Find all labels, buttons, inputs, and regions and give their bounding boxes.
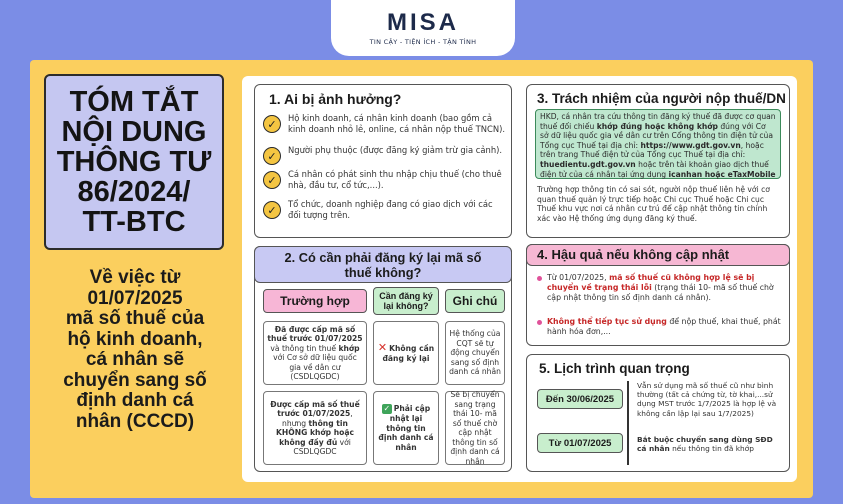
bullet-dot-icon — [537, 320, 542, 325]
affected-item — [263, 199, 507, 221]
section-affected — [254, 84, 512, 238]
timeline-text-2-a: Bắt buộc chuyển sang dùng SĐD cá nhân — [637, 435, 773, 454]
affected-item — [263, 169, 507, 191]
affected-item-text: Người phụ thuộc (được đăng ký giảm trừ gia cảnh). — [288, 145, 503, 155]
row2-case-a: Được cấp mã số thuế trước 01/07/2025 — [270, 399, 360, 418]
app-names: icanhan hoặc eTaxMobile — [668, 169, 776, 179]
logo-tagline: TIN CẬY - TIỆN ÍCH - TẬN TÌNH — [369, 37, 477, 46]
row2-case-b: , nhưng — [282, 409, 353, 428]
checkbox-check-icon: ✓ — [383, 404, 391, 413]
subtitle: Về việc từ 01/07/2025 mã số thuế của hộ kinh doanh, cá nhân sẽ chuyển sang số định danh cá nhân (CCCD) — [63, 267, 207, 432]
affected-item — [263, 113, 507, 135]
affected-item-text: Hộ kinh doanh, cá nhân kinh doanh (bao gồm cả kinh doanh nhỏ lẻ, online, cá nhân nộp thuế TNCN). — [288, 113, 506, 134]
consequence1-b: mã số thuế cũ không hợp lệ sẽ bị chuyển về trạng thái lỗi — [547, 273, 755, 292]
consequence1-a: Từ 01/07/2025, — [547, 273, 610, 282]
gdt-link[interactable]: https://www.gdt.gov.vn — [640, 140, 741, 150]
section-consequences-title: 4. Hậu quả nếu không cập nhật — [526, 244, 790, 266]
cross-icon: ✕ — [377, 341, 388, 354]
date-until-30-06-2025: Đến 30/06/2025 — [537, 389, 623, 409]
affected-item — [263, 145, 507, 165]
lookup-text-a: HKD, cá nhân tra cứu thông tin đăng ký thuế đã được cơ quan thuế đối chiếu — [540, 112, 776, 131]
row2-case — [263, 391, 367, 465]
check-badge-icon: ✓ — [263, 171, 281, 189]
main-title: TÓM TẮT NỘI DUNG THÔNG TƯ 86/2024/ TT-BTC — [56, 86, 212, 238]
row1-need — [373, 321, 439, 385]
affected-item-text: Cá nhân có phát sinh thu nhập chịu thuế (cho thuê nhà, đầu tư, cổ tức,...). — [288, 169, 502, 190]
row2-case-c: thông tin KHÔNG khớp hoặc không đầy đủ — [276, 418, 354, 447]
section-affected-title: 1. Ai bị ảnh hưởng? — [269, 91, 402, 107]
error-contact-text: Trường hợp thông tin có sai sót, người nộp thuế liên hệ với cơ quan thuế quản lý trực tiếp hoặc Chi cục Thuế hoặc Chi cục Thuế khu vực nơi cá nhân cư trú để cập nhật thông tin chính xác vào Hệ thống ứng dụng đăng ký thuế. — [537, 185, 770, 223]
row2-need — [373, 391, 439, 465]
logo-wordmark: MISA — [387, 8, 459, 36]
affected-item-text: Tổ chức, doanh nghiệp đang có giao dịch với các đối tượng trên. — [288, 199, 493, 220]
consequence-item — [537, 317, 781, 337]
section-timeline — [526, 354, 790, 472]
timeline-text-1: Vẫn sử dụng mã số thuế cũ như bình thường (tất cả chứng từ, tờ khai,...sử dụng MST trước 1/7/2025 là hợp lệ và không cần lập lại sau 1/7/2025) — [637, 381, 777, 418]
lookup-text-g: hoặc trên tài khoản giao dịch thuế điện tử của cá nhân tại ứng dụng — [540, 159, 769, 179]
date-from-01-07-2025: Từ 01/07/2025 — [537, 433, 623, 453]
section-responsibility — [526, 84, 790, 238]
row1-case-c: khớp — [338, 343, 360, 353]
section-reregister-title: 2. Có cần phải đăng ký lại mã số thuế không? — [254, 246, 512, 283]
column-need-header: Cần đăng ký lại không? — [373, 287, 439, 315]
row1-case-b: và thông tin thuế — [270, 343, 339, 353]
infographic-canvas — [30, 60, 813, 498]
row1-note: Hệ thống của CQT sẽ tự động chuyển sang số định danh cá nhân — [445, 321, 505, 385]
row2-case-d: với CSDLQGDC — [293, 437, 351, 456]
column-case-header: Trường hợp — [263, 289, 367, 313]
check-badge-icon: ✓ — [263, 115, 281, 133]
check-badge-icon: ✓ — [263, 201, 281, 219]
row1-case — [263, 321, 367, 385]
lookup-text-b: khớp đúng hoặc không khớp — [596, 121, 718, 131]
thuedientu-link[interactable]: thuedientu.gdt.gov.vn — [540, 159, 636, 169]
misa-logo — [331, 0, 515, 56]
consequence1-c: (trạng thái 10- mã số thuế chờ cập nhật thông tin số định danh cá nhân). — [547, 283, 774, 302]
lookup-text-c: đúng với Cơ sở dữ liệu quốc gia về dân cư trên Cổng thông tin điện tử của Tổng cục Thuế tại địa chỉ: — [540, 121, 774, 150]
check-badge-icon: ✓ — [263, 147, 281, 165]
consequence2-b: để nộp thuế, khai thuế, phát hành hóa đơn,... — [547, 317, 781, 336]
section-timeline-title: 5. Lịch trình quan trọng — [539, 361, 690, 376]
row1-case-d: với Cơ sở dữ liệu quốc gia về dân cư (CSDLQGDC) — [273, 353, 357, 381]
lookup-text-e: , hoặc trên trang Thuế điện tử của Tổng cục Thuế tại địa chỉ: — [540, 140, 764, 160]
bullet-dot-icon — [537, 276, 542, 281]
title-box — [44, 74, 224, 250]
section-responsibility-title: 3. Trách nhiệm của người nộp thuế/DN — [537, 91, 786, 106]
row1-need-text: Không cần đăng ký lại — [382, 344, 435, 363]
consequence2-a: Không thể tiếp tục sử dụng — [547, 317, 667, 326]
row2-note: Sẽ bị chuyển sang trạng thái 10- mã số thuế chờ cập nhật thông tin số định danh cá nhân — [445, 391, 505, 465]
section-reregister — [254, 246, 512, 472]
row2-need-text: Phải cập nhật lại thông tin định danh cá nhân — [378, 404, 434, 452]
timeline-line — [627, 381, 629, 465]
consequence-item — [537, 273, 781, 303]
section-consequences — [526, 244, 790, 346]
info-board — [242, 76, 797, 482]
row1-case-a: Đã được cấp mã số thuế trước 01/07/2025 — [267, 324, 363, 343]
timeline-text-2-b: nếu thông tin đã khớp — [669, 444, 754, 454]
lookup-instructions — [535, 109, 781, 179]
timeline-text-2 — [637, 435, 783, 453]
column-note-header: Ghi chú — [445, 289, 505, 313]
